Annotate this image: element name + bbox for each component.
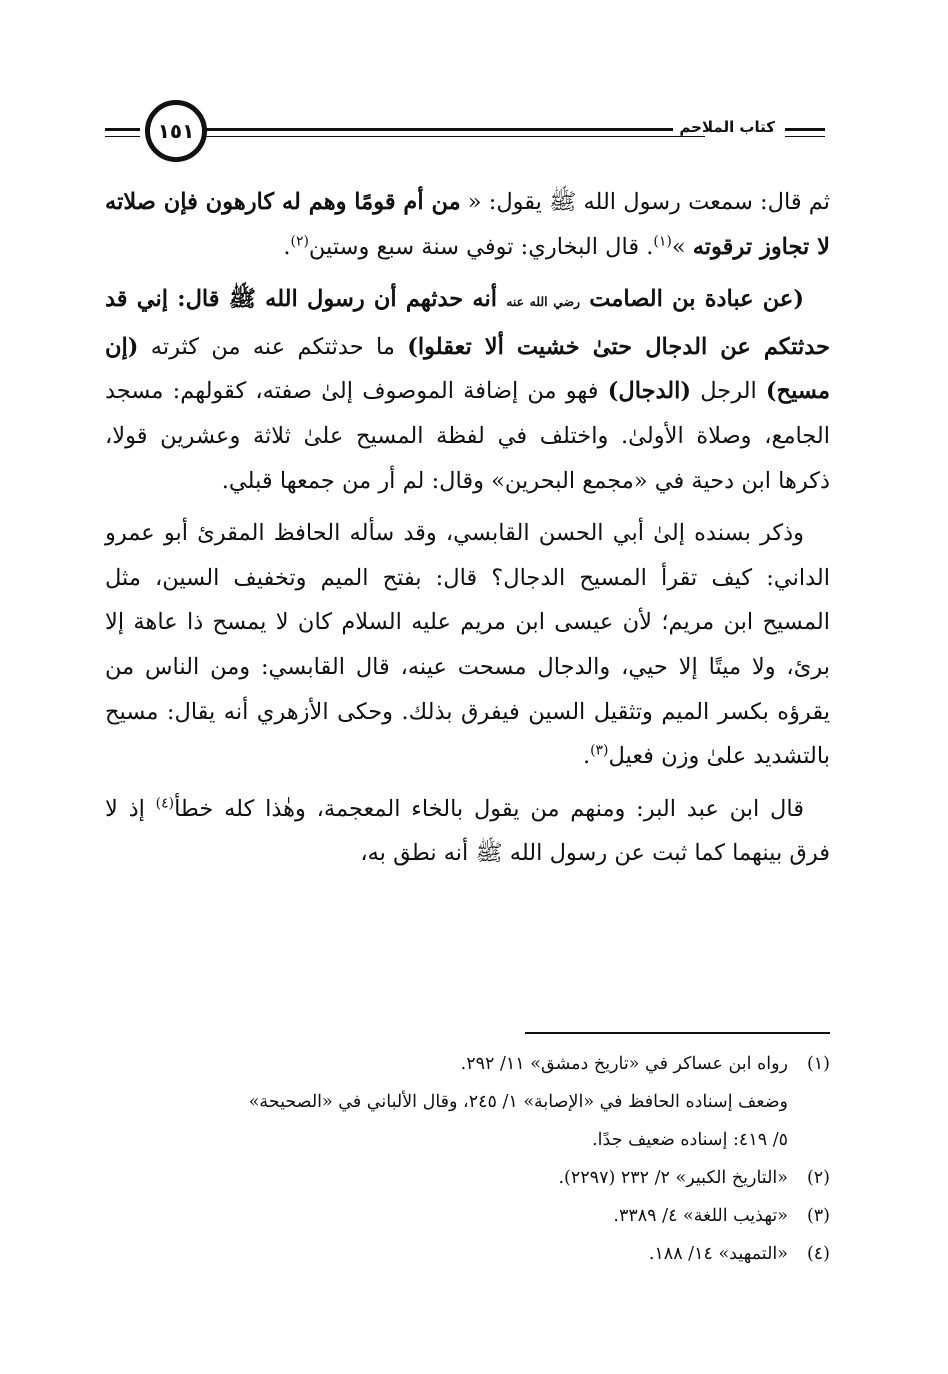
footnote-text: «التاريخ الكبير» ٢/ ٢٣٢ (٢٢٩٧). [558, 1168, 788, 1188]
footnote-number: (٢) [806, 1168, 830, 1188]
paragraph: قال ابن عبد البر: ومنهم من يقول بالخاء المعجمة، وهٰذا كله خطأ$^{(٤)}$ إذ لا فرق بينهما كما ثبت عن رسول الله ﷺ أنه نطق به، [105, 795, 830, 867]
footnote-text: رواه ابن عساكر في «تاريخ دمشق» ١١/ ٢٩٢. وضعف إسناده الحافظ في «الإصابة» ١/ ٢٤٥، وقال الألباني في «الصحيحة» ٥/ ٤١٩: إسناده ضعيف جدًا. [248, 1054, 788, 1150]
paragraph: ثم قال: سمعت رسول الله ﷺ يقول: « من أم قومًا وهم له كارهون فإن صلاته لا تجاوز ترقوته »$^{(١)}$. قال البخاري: توفي سنة سبع وستين$^{(٢)}$. [105, 189, 830, 260]
footnotes [105, 1045, 830, 1273]
page-number: ١٥١ [145, 100, 207, 162]
header-rule [105, 136, 140, 137]
header-rule [205, 128, 705, 131]
running-title: كتاب الملاحم [673, 118, 781, 136]
main-text [105, 180, 830, 876]
footnote-number: (١) [806, 1054, 830, 1074]
honorific: رضي الله عنه [506, 294, 581, 310]
footnote-ref: (٢) [290, 233, 309, 250]
footnote-number: (٤) [806, 1244, 830, 1264]
paragraph: وذكر بسنده إلىٰ أبي الحسن القابسي، وقد سأله الحافظ المقرئ أبو عمرو الداني: كيف تقرأ المسيح الدجال؟ قال: بفتح الميم وتخفيف السين، مثل المسيح ابن مريم؛ لأن عيسى ابن مريم عليه السلام كان لا يمسح ذا عاهة إلا برئ، ولا ميتًا إلا حيي، والدجال مسحت عينه، قال القابسي: ومن الناس من يقرؤه بكسر الميم وتثقيل السين فيفرق بذلك. وحكى الأزهري أنه يقال: مسيح بالتشديد علىٰ وزن فعيل$^{(٣)}$. [105, 520, 830, 770]
header-rule [785, 128, 825, 131]
hadith-text: من أم قومًا وهم له كارهون فإن صلاته لا تجاوز ترقوته [105, 189, 830, 260]
header-rule [785, 136, 825, 137]
footnote-separator [525, 1032, 830, 1034]
paragraph: (عن عبادة بن الصامت رضي الله عنه أنه حدثهم أن رسول الله ﷺ قال: إني قد حدثتكم عن الدجال حتىٰ خشيت ألا تعقلوا) ما حدثتكم عنه من كثرته (إن مسيح) الرجل (الدجال) فهو من إضافة الموصوف إلىٰ صفته، كقولهم: مسجد الجامع، وصلاة الأولىٰ. واختلف في لفظة المسيح علىٰ ثلاثة وعشرين قولا، ذكرها ابن دحية في «مجمع البحرين» وقال: لم أر من جمعها قبلي. [105, 286, 830, 494]
footnote [105, 1159, 830, 1197]
header-rule [205, 136, 705, 137]
footnote [105, 1197, 830, 1235]
header-rule [105, 128, 140, 131]
footnote-text: «تهذيب اللغة» ٤/ ٣٣٨٩. [613, 1206, 788, 1226]
footnote-text: «التمهيد» ١٤/ ١٨٨. [648, 1244, 788, 1264]
footnote [105, 1235, 830, 1273]
footnote-ref: (١) [653, 233, 672, 250]
footnote-ref: (٤) [155, 795, 175, 812]
footnote-number: (٣) [806, 1206, 830, 1226]
page-header [105, 100, 825, 170]
footnote [105, 1045, 830, 1159]
footnote-ref: (٣) [590, 742, 609, 759]
